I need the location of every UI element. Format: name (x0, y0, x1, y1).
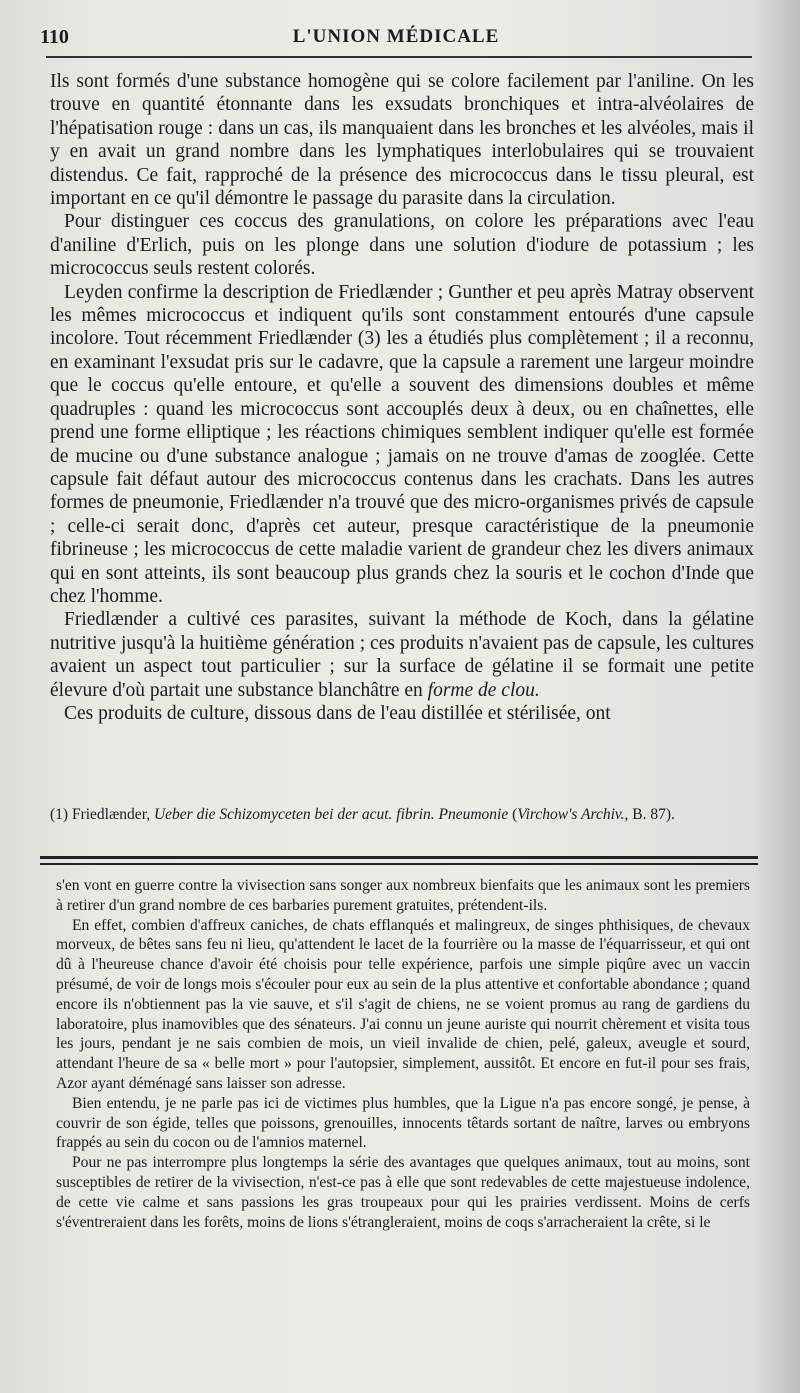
footnote-open-paren: ( (508, 806, 518, 823)
footnote (50, 804, 752, 826)
footnote-marker: (1) Friedlænder, (50, 806, 154, 823)
main-paragraph-4-text: Friedlænder a cultivé ces parasites, suivant la méthode de Koch, dans la gélatine nutritive jusqu'à la huitième génération ; ces produits n'avaient pas de capsule, les cultures avaient un aspect tout particulier ; sur la surface de gélatine il se formait une petite élevure d'où partait une substance blanchâtre en (50, 609, 754, 701)
running-title: L'UNION MÉDICALE (292, 26, 500, 47)
feuilleton-section (56, 876, 750, 1232)
feuilleton-separator-rule (40, 856, 758, 859)
main-paragraph-3: Leyden confirme la description de Friedlænder ; Gunther et peu après Matray observent les mêmes micrococcus et indiquent qu'ils sont constamment entourés d'une capsule incolore. Tout récemment Friedlænder (3) les a étudiés plus complètement ; il a reconnu, en examinant l'exsudat pris sur le cadavre, que la capsule a rarement une largeur moindre que le coccus qu'elle entoure, et qu'elle a souvent des dimensions doubles et même quadruples : quand les micrococcus sont accouplés deux à deux, ou en chaînettes, elle prend une forme elliptique ; les réactions chimiques semblent indiquer qu'elle est formée de mucine ou d'une substance analogue ; jamais on ne trouve d'amas de zooglée. Cette capsule fait défaut autour des micrococcus contenus dans les crachats. Dans les autres formes de pneumonie, Friedlænder n'a trouvé que des micro-organismes privés de capsule ; celle-ci serait donc, d'après cet auteur, presque caractéristique de la pneumonie fibrineuse ; les micrococcus de cette maladie varient de grandeur chez les divers animaux qui en sont atteints, ils sont beaucoup plus grands chez la souris et le cochon d'Inde que chez l'homme. (50, 281, 754, 607)
footnote-tail: , B. 87). (624, 806, 675, 823)
header-rule (46, 56, 752, 58)
main-paragraph-4 (50, 608, 754, 702)
main-article (50, 70, 754, 725)
feuilleton-paragraph-1: s'en vont en guerre contre la vivisection sans songer aux nombreux bienfaits que les animaux sont les premiers à retirer d'un grand nombre de ces barbaries purement gratuites, prétendent-ils. (56, 877, 750, 914)
page-number: 110 (40, 25, 69, 48)
feuilleton-paragraph-3: Bien entendu, je ne parle pas ici de victimes plus humbles, que la Ligue n'a pas encore songé, je pense, à couvrir de son égide, telles que poissons, grenouilles, innocents têtards sortant de naître, larves ou embryons frappés au sein du cocon ou de l'amnios maternel. (56, 1094, 750, 1152)
feuilleton-separator-rule-2 (40, 863, 758, 865)
main-paragraph-2: Pour distinguer ces coccus des granulations, on colore les préparations avec l'eau d'aniline d'Erlich, puis on les plonge dans une solution d'iodure de potassium ; les micrococcus seuls restent colorés. (50, 211, 754, 280)
main-paragraph-4-italic: forme de clou. (427, 679, 540, 701)
main-paragraph-5: Ces produits de culture, dissous dans de l'eau distillée et stérilisée, ont (64, 702, 611, 724)
page-header (40, 22, 752, 52)
main-paragraph-1: Ils sont formés d'une substance homogène qui se colore facilement par l'aniline. On les trouve en quantité étonnante dans les exsudats bronchiques et intra-alvéolaires de l'hépatisation rouge : dans un cas, ils manquaient dans les bronches et les alvéoles, mais il y en avait un grand nombre dans les lymphatiques interlobulaires qui se trouvaient distendus. Ce fait, rapproché de la présence des micrococcus dans le tissu pleural, est important en ce qu'il démontre le passage du parasite dans la circulation. (50, 71, 754, 210)
feuilleton-paragraph-2: En effet, combien d'affreux caniches, de chats efflanqués et malingreux, de singes phthisiques, de chevaux morveux, de bêtes sans feu ni lieu, qu'attendent le lacet de la fourrière ou la masse de l'équarrisseur, et qui ont dû à l'heureuse chance d'avoir été choisis pour telle expérience, parfois une simple piqûre avec un vaccin présumé, de voir de longs mois s'écouler pour eux au sein de la plus attentive et confortable abondance ; quand encore ils n'obtiennent pas la vie sauve, et s'il s'agit de chiens, ne se voient promus au rang de gardiens du laboratoire, plus inamovibles que des sénateurs. J'ai connu un jeune auriste qui nourrit chèrement et visita tous les jours, pendant je ne sais combien de mois, un vieil invalide de chien, pelé, galeux, aveugle et sourd, attendant l'heure de sa « belle mort » pour l'autopsier, simplement, aussitôt. Et encore en fut-il pour ses frais, Azor ayant déménagé sans laisser son adresse. (56, 916, 750, 1092)
footnote-source: Virchow's Archiv. (517, 806, 625, 823)
feuilleton-paragraph-4: Pour ne pas interrompre plus longtemps la série des avantages que quelques animaux, tout au moins, sont susceptibles de retirer de la vivisection, n'est-ce pas à elle que sont redevables de cette majestueuse indolence, de cette vie calme et sans passions les gras troupeaux pour qui les prairies verdissent. Moins de cerfs s'éventreraient dans les forêts, moins de lions s'étrangleraient, moins de coqs s'arracheraient la crête, si le (56, 1154, 750, 1231)
footnote-title: Ueber die Schizomyceten bei der acut. fibrin. Pneumonie (153, 806, 509, 823)
footnote-1 (50, 804, 752, 826)
